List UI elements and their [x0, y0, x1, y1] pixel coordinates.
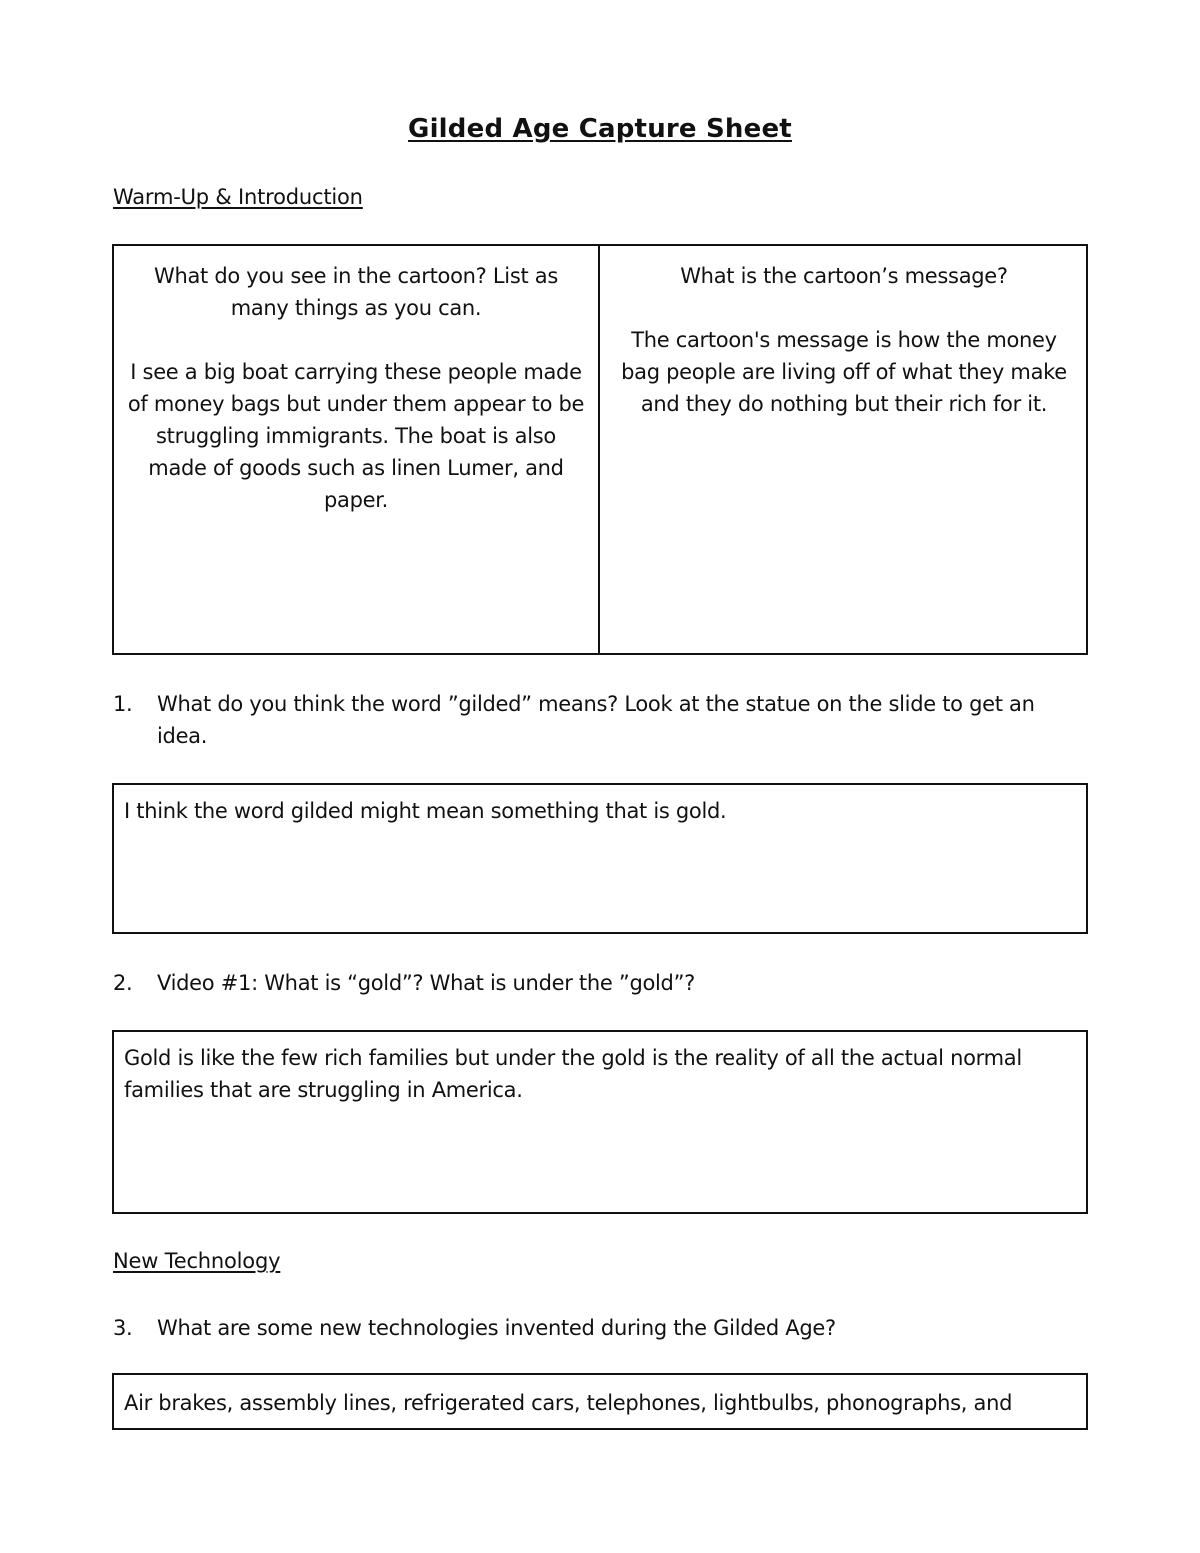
question-1: [113, 688, 1073, 752]
message-answer[interactable]: The cartoon's message is how the money bag people are living off of what they make and they do nothing but their rich for it.: [621, 328, 1067, 416]
page-title: Gilded Age Capture Sheet: [408, 114, 792, 144]
observations-prompt: What do you see in the cartoon? List as many things as you can.: [154, 264, 558, 320]
warmup-cell-observations[interactable]: [114, 246, 600, 653]
answer-text[interactable]: Air brakes, assembly lines, refrigerated cars, telephones, lightbulbs, phonographs, and: [124, 1391, 1013, 1415]
warmup-table: [112, 244, 1088, 655]
question-text: Video #1: What is “gold”? What is under the ”gold”?: [157, 971, 696, 995]
question-number: 1.: [113, 692, 133, 716]
answer-box-2[interactable]: [112, 1030, 1088, 1214]
section-heading-warmup: Warm-Up & Introduction: [113, 185, 363, 209]
question-text: What do you think the word ”gilded” means? Look at the statue on the slide to get an idea.: [157, 692, 1035, 748]
warmup-cell-message[interactable]: [600, 246, 1086, 653]
message-prompt: What is the cartoon’s message?: [680, 264, 1008, 288]
question-number: 3.: [113, 1316, 133, 1340]
section-heading-new-technology: New Technology: [113, 1249, 281, 1273]
answer-box-1[interactable]: [112, 783, 1088, 934]
question-2: [113, 967, 1073, 999]
question-number: 2.: [113, 971, 133, 995]
question-3: [113, 1312, 1073, 1344]
answer-text[interactable]: I think the word gilded might mean something that is gold.: [124, 799, 727, 823]
question-text: What are some new technologies invented during the Gilded Age?: [157, 1316, 836, 1340]
answer-text[interactable]: Gold is like the few rich families but under the gold is the reality of all the actual normal families that are struggling in America.: [124, 1046, 1022, 1102]
observations-answer[interactable]: I see a big boat carrying these people made of money bags but under them appear to be struggling immigrants. The boat is also made of goods such as linen Lumer, and paper.: [127, 360, 585, 512]
answer-box-3[interactable]: [112, 1373, 1088, 1430]
